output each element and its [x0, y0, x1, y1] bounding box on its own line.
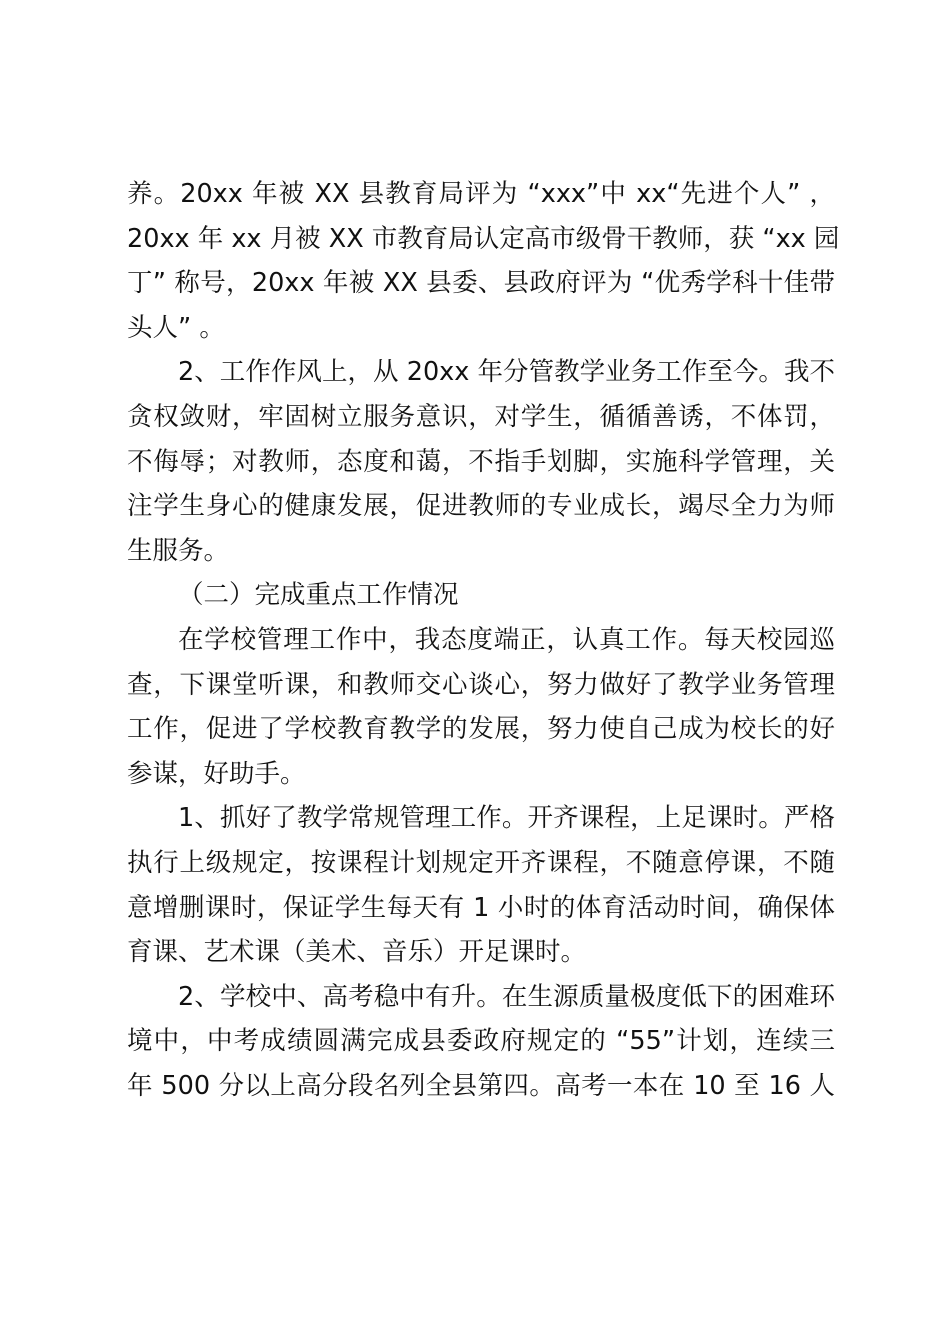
- paragraph-line: 不侮辱；对教师，态度和蔼，不指手划脚，实施科学管理，关: [127, 446, 835, 477]
- paragraph-line: 丁” 称号，20xx 年被 XX 县委、县政府评为 “优秀学科十佳带: [127, 268, 835, 299]
- paragraph-line: 生服务。: [127, 535, 230, 566]
- paragraph-line: 贪权敛财，牢固树立服务意识，对学生，循循善诱，不体罚，: [127, 401, 835, 432]
- paragraph-line: 工作，促进了学校教育教学的发展，努力使自己成为校长的好: [127, 714, 835, 745]
- paragraph-line: 头人” 。: [127, 312, 225, 343]
- paragraph-line: 查，下课堂听课，和教师交心谈心，努力做好了教学业务管理: [127, 669, 835, 700]
- paragraph-line: 1、抓好了教学常规管理工作。开齐课程，上足课时。严格: [178, 803, 835, 834]
- paragraph-line: 20xx 年 xx 月被 XX 市教育局认定高市级骨干教师，获 “xx 园: [127, 223, 840, 254]
- paragraph-line: 执行上级规定，按课程计划规定开齐课程，不随意停课，不随: [127, 847, 835, 878]
- paragraph-line: 2、工作作风上，从 20xx 年分管教学业务工作至今。我不: [178, 357, 835, 388]
- paragraph-line: 2、学校中、高考稳中有升。在生源质量极度低下的困难环: [178, 981, 835, 1012]
- document-page: [127, 172, 840, 1108]
- paragraph-line: 年 500 分以上高分段名列全县第四。高考一本在 10 至 16 人: [127, 1070, 835, 1101]
- paragraph-line: 育课、艺术课（美术、音乐）开足课时。: [127, 937, 587, 968]
- paragraph-line: 在学校管理工作中，我态度端正，认真工作。每天校园巡: [178, 624, 835, 655]
- paragraph-line: 注学生身心的健康发展，促进教师的专业成长，竭尽全力为师: [127, 491, 835, 522]
- section-heading: （二）完成重点工作情况: [178, 580, 459, 611]
- paragraph-line: 境中，中考成绩圆满完成县委政府规定的 “55”计划，连续三: [127, 1026, 835, 1057]
- paragraph-line: 意增删课时，保证学生每天有 1 小时的体育活动时间，确保体: [127, 892, 835, 923]
- paragraph-line: 养。20xx 年被 XX 县教育局评为 “xxx”中 xx“先进个人” ，: [127, 179, 835, 209]
- paragraph-line: 参谋，好助手。: [127, 758, 306, 789]
